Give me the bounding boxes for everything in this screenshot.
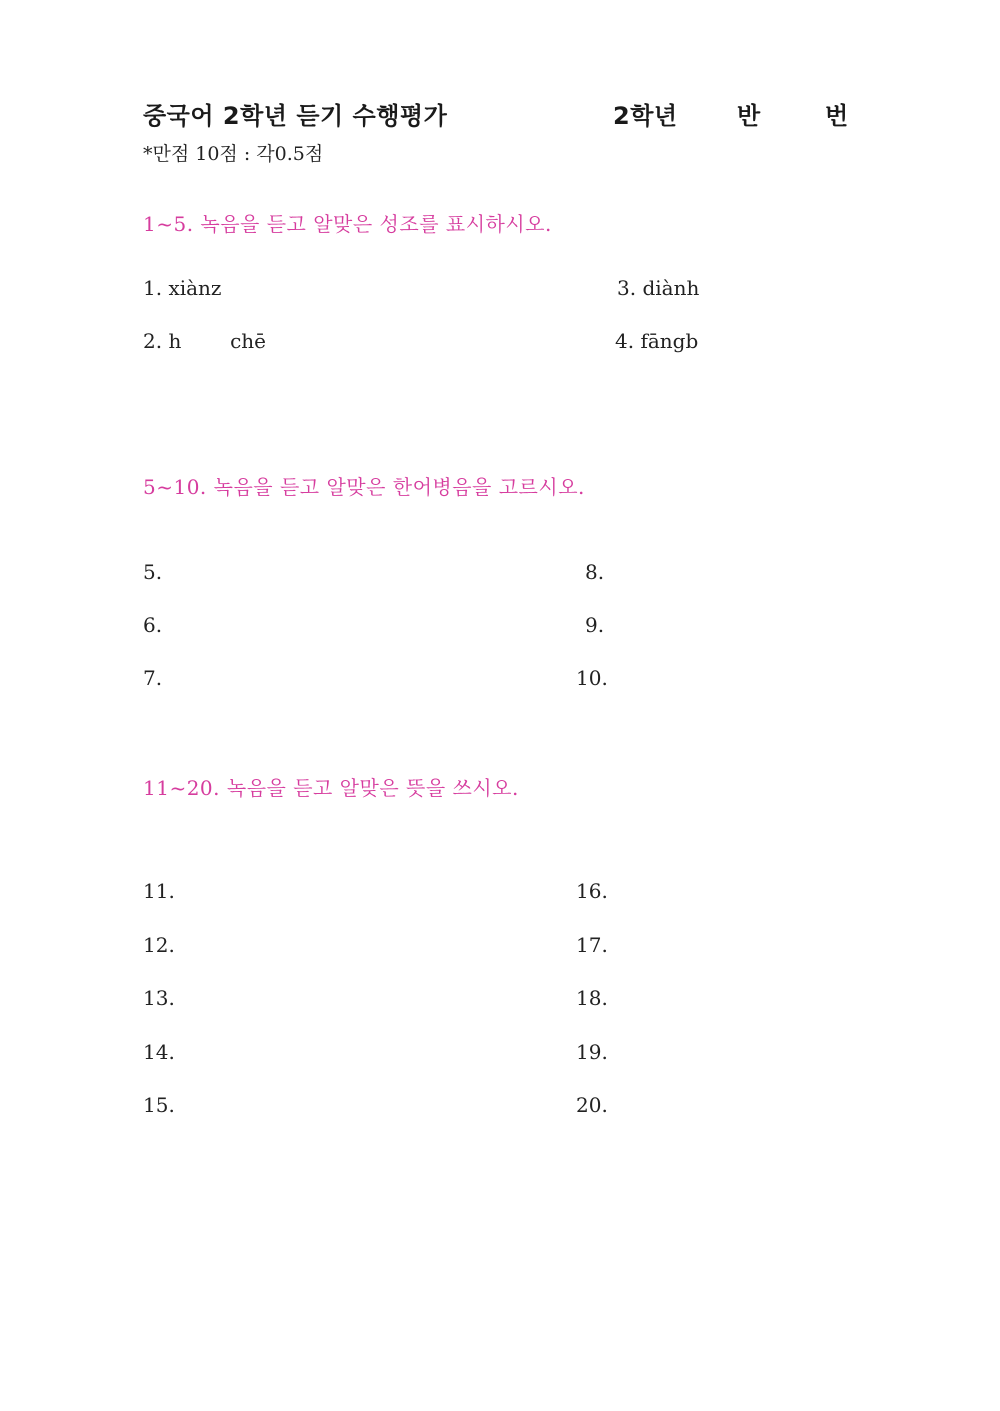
question-15: 15.: [143, 1093, 175, 1117]
question-2: [143, 329, 266, 353]
section2-heading: 5~10. 녹음을 듣고 알맞은 한어병음을 고르시오.: [143, 475, 585, 499]
grade-label: 2학년: [613, 102, 678, 130]
class-label: 반: [737, 102, 761, 130]
question-12: 12.: [143, 933, 175, 957]
question-19: 19.: [576, 1040, 608, 1064]
question-8: 8.: [585, 560, 605, 584]
question-13: 13.: [143, 986, 175, 1010]
pinyin-text: h: [168, 329, 182, 353]
question-1: [143, 276, 221, 300]
question-number: 3.: [617, 276, 637, 300]
pinyin-text: fāngb: [640, 329, 699, 353]
question-6: 6.: [143, 613, 163, 637]
section3-heading: 11~20. 녹음을 듣고 알맞은 뜻을 쓰시오.: [143, 776, 519, 800]
pinyin-text: chē: [230, 329, 266, 353]
question-5: 5.: [143, 560, 163, 584]
pinyin-text: xiànz: [168, 276, 222, 300]
question-16: 16.: [576, 879, 608, 903]
page-title: 중국어 2학년 듣기 수행평가: [143, 102, 448, 130]
section1-heading: 1~5. 녹음을 듣고 알맞은 성조를 표시하시오.: [143, 212, 552, 236]
question-10: 10.: [576, 666, 608, 690]
question-number: 4.: [615, 329, 635, 353]
question-20: 20.: [576, 1093, 608, 1117]
question-9: 9.: [585, 613, 605, 637]
question-7: 7.: [143, 666, 163, 690]
number-label: 번: [825, 102, 849, 130]
pinyin-text: diành: [642, 276, 700, 300]
question-18: 18.: [576, 986, 608, 1010]
question-14: 14.: [143, 1040, 175, 1064]
question-number: 2.: [143, 329, 163, 353]
question-4: [615, 329, 698, 353]
question-11: 11.: [143, 879, 175, 903]
question-number: 1.: [143, 276, 163, 300]
question-3: [617, 276, 699, 300]
question-17: 17.: [576, 933, 608, 957]
score-note: *만점 10점 : 각0.5점: [143, 143, 324, 165]
